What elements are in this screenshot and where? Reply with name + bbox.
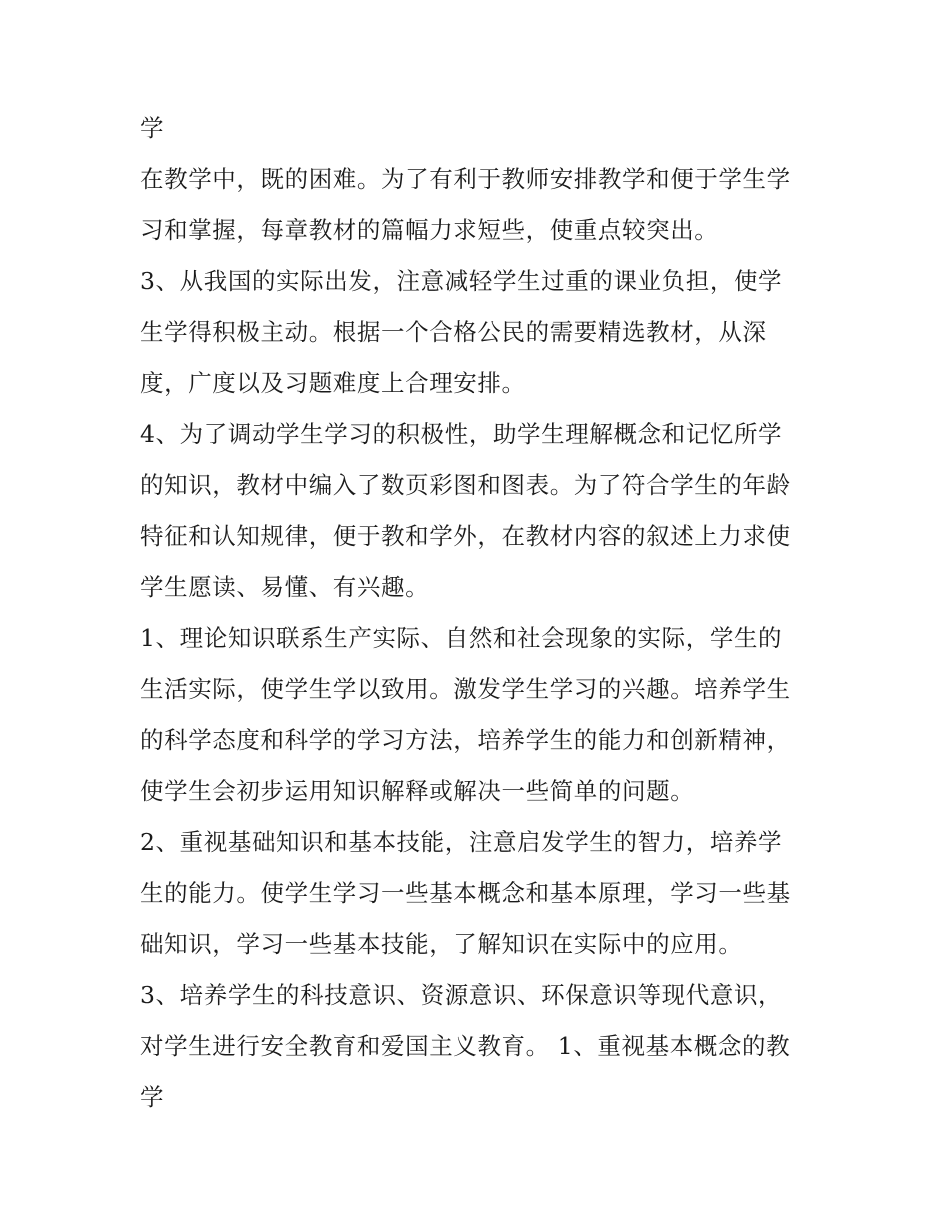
text-line: 3、从我国的实际出发，注意减轻学生过重的课业负担，使学: [140, 267, 783, 295]
text-line: 的知识，教材中编入了数页彩图和图表。为了符合学生的年龄: [140, 471, 791, 499]
text-line: 生的能力。使学生学习一些基本概念和基本原理，学习一些基: [140, 879, 791, 907]
text-line: 3、培养学生的科技意识、资源意识、环保意识等现代意识，: [140, 981, 783, 1009]
text-line: 4、为了调动学生学习的积极性，助学生理解概念和记忆所学: [140, 420, 783, 448]
text-line: 学: [140, 1083, 165, 1111]
text-line: 在教学中，既的困难。为了有利于教师安排教学和便于学生学: [140, 165, 791, 193]
text-line: 学: [140, 114, 165, 142]
text-line: 对学生进行安全教育和爱国主义教育。 1、重视基本概念的教: [140, 1032, 791, 1060]
text-line: 使学生会初步运用知识解释或解决一些简单的问题。: [140, 777, 695, 805]
text-line: 础知识，学习一些基本技能，了解知识在实际中的应用。: [140, 930, 743, 958]
text-line: 习和掌握，每章教材的篇幅力求短些，使重点较突出。: [140, 216, 719, 244]
text-line: 特征和认知规律，便于教和学外，在教材内容的叙述上力求使: [140, 522, 791, 550]
text-line: 生学得积极主动。根据一个合格公民的需要精选教材，从深: [140, 318, 767, 346]
document-body: [140, 103, 820, 1123]
text-line: 生活实际，使学生学以致用。激发学生学习的兴趣。培养学生: [140, 675, 791, 703]
text-line: 2、重视基础知识和基本技能，注意启发学生的智力，培养学: [140, 828, 783, 856]
text-line: 1、理论知识联系生产实际、自然和社会现象的实际，学生的: [140, 624, 783, 652]
text-line: 的科学态度和科学的学习方法，培养学生的能力和创新精神，: [140, 726, 791, 754]
text-line: 学生愿读、易懂、有兴趣。: [140, 573, 430, 601]
text-line: 度，广度以及习题难度上合理安排。: [140, 369, 526, 397]
